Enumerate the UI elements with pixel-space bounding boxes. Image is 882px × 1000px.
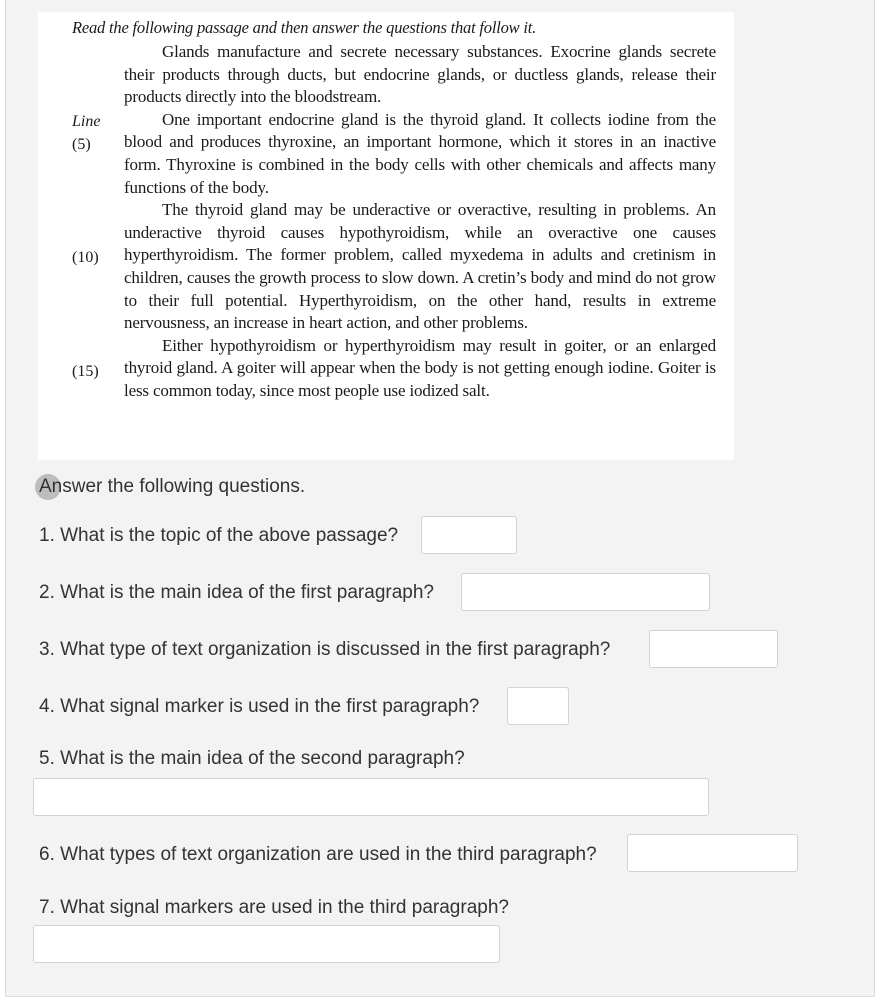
answer-2-input[interactable]: [461, 573, 710, 611]
question-2: 2. What is the main idea of the first paragraph?: [39, 582, 434, 603]
question-3: 3. What type of text organization is discussed in the first paragraph?: [39, 639, 611, 660]
reading-passage: [38, 12, 734, 460]
answer-6-input[interactable]: [627, 834, 798, 872]
passage-paragraph-1: Glands manufacture and secrete necessary substances. Exocrine glands secrete their products through ducts, but endocrine glands, or ductless glands, release their products directly into the bloodstream.: [124, 42, 716, 107]
answer-7-input[interactable]: [33, 925, 500, 963]
passage-paragraph-4: Either hypothyroidism or hyperthyroidism may result in goiter, or an enlarged thyroid gland. A goiter will appear when the body is not getting enough iodine. Goiter is less common today, since most people use iodized salt.: [124, 335, 716, 400]
question-1: 1. What is the topic of the above passage?: [39, 525, 399, 546]
page-frame: [5, 0, 875, 997]
passage-instruction: Read the following passage and then answer the questions that follow it.: [72, 18, 537, 37]
answer-4-input[interactable]: [507, 687, 569, 725]
answer-1-input[interactable]: [421, 516, 517, 554]
question-5: 5. What is the main idea of the second paragraph?: [39, 748, 465, 769]
answer-5-input[interactable]: [33, 778, 709, 816]
passage-text: [124, 41, 716, 403]
question-4: 4. What signal marker is used in the first paragraph?: [39, 696, 480, 717]
line-marker-line: Line: [72, 113, 101, 130]
passage-paragraph-3: The thyroid gland may be underactive or overactive, resulting in problems. An underactive thyroid causes hypothyroidism, while an overactive one causes hyperthyroidism. The former problem, called myxedema in adults and cretinism in children, causes the growth process to slow down. A cretin’s body and mind do not grow to their full potential. Hyperthyroidism, on the other hand, results in extreme nervousness, an increase in heart action, and other problems.: [124, 200, 716, 333]
line-marker-5: (5): [72, 136, 91, 153]
line-marker-10: (10): [72, 249, 99, 266]
answer-3-input[interactable]: [649, 630, 778, 668]
passage-paragraph-2: One important endocrine gland is the thyroid gland. It collects iodine from the blood and produces thyroxine, an important hormone, which it stores in an inactive form. Thyroxine is combined in the body cells with other chemicals and affects many functions of the body.: [124, 109, 716, 197]
line-marker-15: (15): [72, 363, 99, 380]
question-6: 6. What types of text organization are used in the third paragraph?: [39, 844, 597, 865]
question-7: 7. What signal markers are used in the third paragraph?: [39, 897, 509, 918]
questions-heading: Answer the following questions.: [39, 476, 306, 497]
